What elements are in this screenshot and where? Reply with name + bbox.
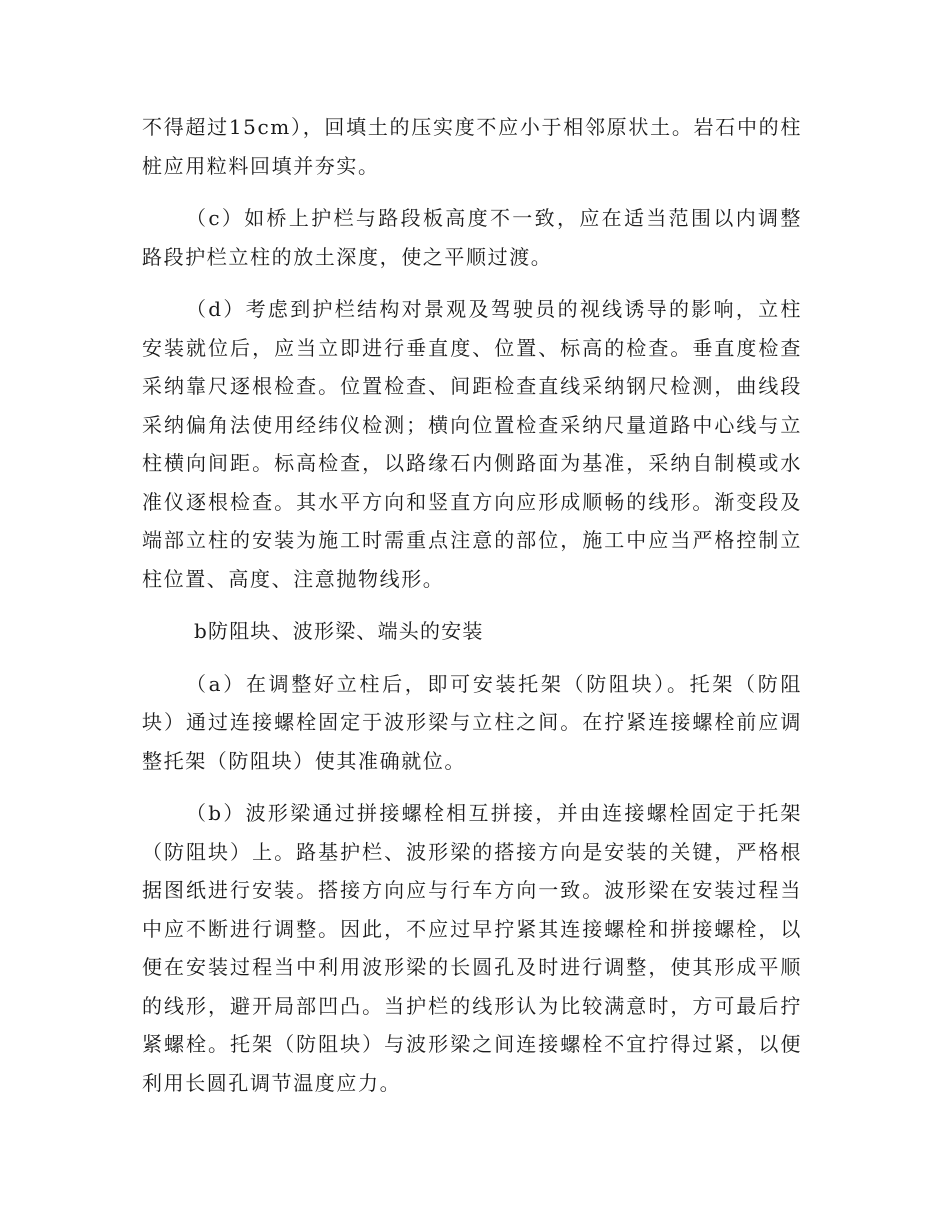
document-page <box>142 108 802 1102</box>
paragraph-backfill-continuation: 不得超过15cm），回填土的压实度不应小于相邻原状土。岩石中的柱桩应用粒料回填并夯实。 <box>142 115 802 178</box>
paragraph-item-d-post-inspection: （d）考虑到护栏结构对景观及驾驶员的视线诱导的影响，立柱安装就位后，应当立即进行垂直度、位置、标高的检查。垂直度检查采纳靠尺逐根检查。位置检查、间距检查直线采纳钢尺检测，曲线段采纳偏角法使用经纬仪检测；横向位置检查采纳尺量道路中心线与立柱横向间距。标高检查，以路缘石内侧路面为基准，采纳自制模或水准仪逐根检查。其水平方向和竖直方向应形成顺畅的线形。渐变段及端部立柱的安装为施工时需重点注意的部位，施工中应当严格控制立柱位置、高度、注意抛物线形。 <box>142 297 802 591</box>
paragraph-item-b-beam-splicing: （b）波形梁通过拼接螺栓相互拼接，并由连接螺栓固定于托架（防阻块）上。路基护栏、波形梁的搭接方向是安装的关键，严格根据图纸进行安装。搭接方向应与行车方向一致。波形梁在安装过程当中应不断进行调整。因此，不应过早拧紧其连接螺栓和拼接螺栓，以便在安装过程当中利用波形梁的长圆孔及时进行调整，使其形成平顺的线形，避开局部凹凸。当护栏的线形认为比较满意时，方可最后拧紧螺栓。托架（防阻块）与波形梁之间连接螺栓不宜拧得过紧，以便利用长圆孔调节温度应力。 <box>142 801 802 1095</box>
section-heading-blockout-beam-end-installation: b防阻块、波形梁、端头的安装 <box>194 619 484 643</box>
paragraph-item-a-bracket-installation: （a）在调整好立柱后，即可安装托架（防阻块）。托架（防阻块）通过连接螺栓固定于波形梁与立柱之间。在拧紧连接螺栓前应调整托架（防阻块）使其准确就位。 <box>142 671 802 773</box>
paragraph-item-c-height-transition: （c）如桥上护栏与路段板高度不一致，应在适当范围以内调整路段护栏立柱的放土深度，使之平顺过渡。 <box>142 206 802 269</box>
